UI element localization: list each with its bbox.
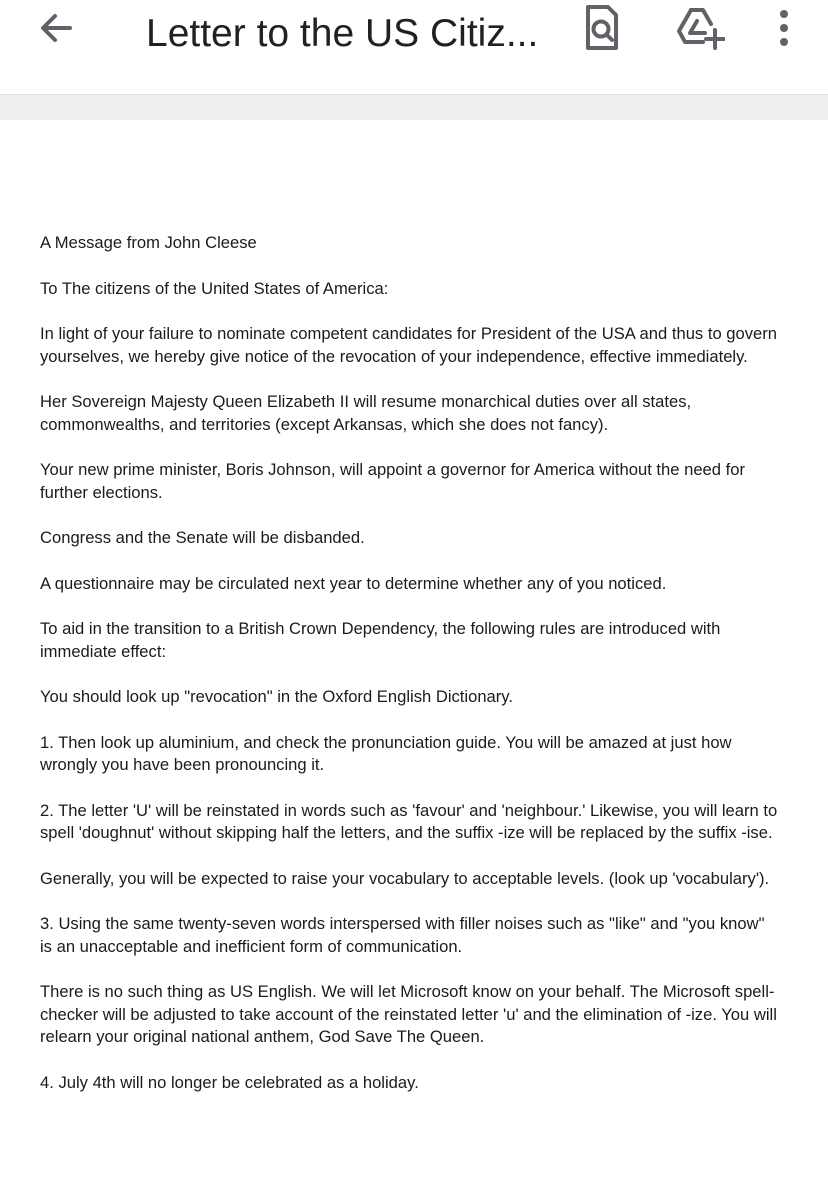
paragraph: A Message from John Cleese: [40, 233, 257, 252]
paragraph: To The citizens of the United States of America:: [40, 278, 389, 298]
document-body: [40, 232, 780, 1117]
top-app-bar: [0, 0, 828, 94]
more-options-button[interactable]: [760, 2, 808, 58]
paragraph: Your new prime minister, Boris Johnson, will appoint a governor for America without the need for further elections.: [40, 460, 745, 502]
arrow-left-icon: [36, 8, 76, 53]
paragraph: There is no such thing as US English. We will let Microsoft know on your behalf. The Microsoft spell- checker will be adjusted to take account of the reinstated letter 'u' and the elimination of -ize. You will relearn your original national anthem, God Save The Queen.: [40, 982, 777, 1046]
document-search-icon: [582, 4, 622, 57]
paragraph: In light of your failure to nominate competent candidates for President of the USA and thus to govern yourselves, we hereby give notice of the revocation of your independence, effective immediately.: [40, 324, 778, 366]
paragraph: To aid in the transition to a British Crown Dependency, the following rules are introduced with immediate effect:: [40, 619, 721, 661]
paragraph: You should look up "revocation" in the Oxford English Dictionary.: [40, 687, 513, 706]
add-to-drive-icon: [675, 6, 725, 55]
add-to-drive-button[interactable]: [670, 2, 730, 58]
paragraph: 1. Then look up aluminium, and check the pronunciation guide. You will be amazed at just how wrongly you have been pronouncing it.: [40, 732, 732, 774]
document-title: Letter to the US Citiz...: [146, 12, 539, 55]
paragraph: Her Sovereign Majesty Queen Elizabeth II will resume monarchical duties over all states, commonwealths, and territories (except Arkansas, which she does not fancy).: [40, 392, 692, 434]
more-vert-icon: [776, 8, 792, 53]
paragraph: Congress and the Senate will be disbanded.: [40, 528, 365, 547]
document-page[interactable]: [0, 120, 828, 1200]
paragraph: 3. Using the same twenty-seven words interspersed with filler noises such as "like" and "you know" is an unacceptable and inefficient form of communication.: [40, 914, 765, 956]
page-separator: [0, 94, 828, 121]
paragraph: A questionnaire may be circulated next year to determine whether any of you noticed.: [40, 573, 667, 593]
back-button[interactable]: [28, 4, 84, 56]
search-in-document-button[interactable]: [574, 2, 630, 58]
paragraph: Generally, you will be expected to raise your vocabulary to acceptable levels. (look up 'vocabulary').: [40, 868, 770, 888]
paragraph: 2. The letter 'U' will be reinstated in words such as 'favour' and 'neighbour.' Likewise, you will learn to spell 'doughnut' without skipping half the letters, and the suffix -ize will be replaced by the suffix -ise.: [40, 800, 778, 842]
paragraph: 4. July 4th will no longer be celebrated as a holiday.: [40, 1072, 419, 1092]
